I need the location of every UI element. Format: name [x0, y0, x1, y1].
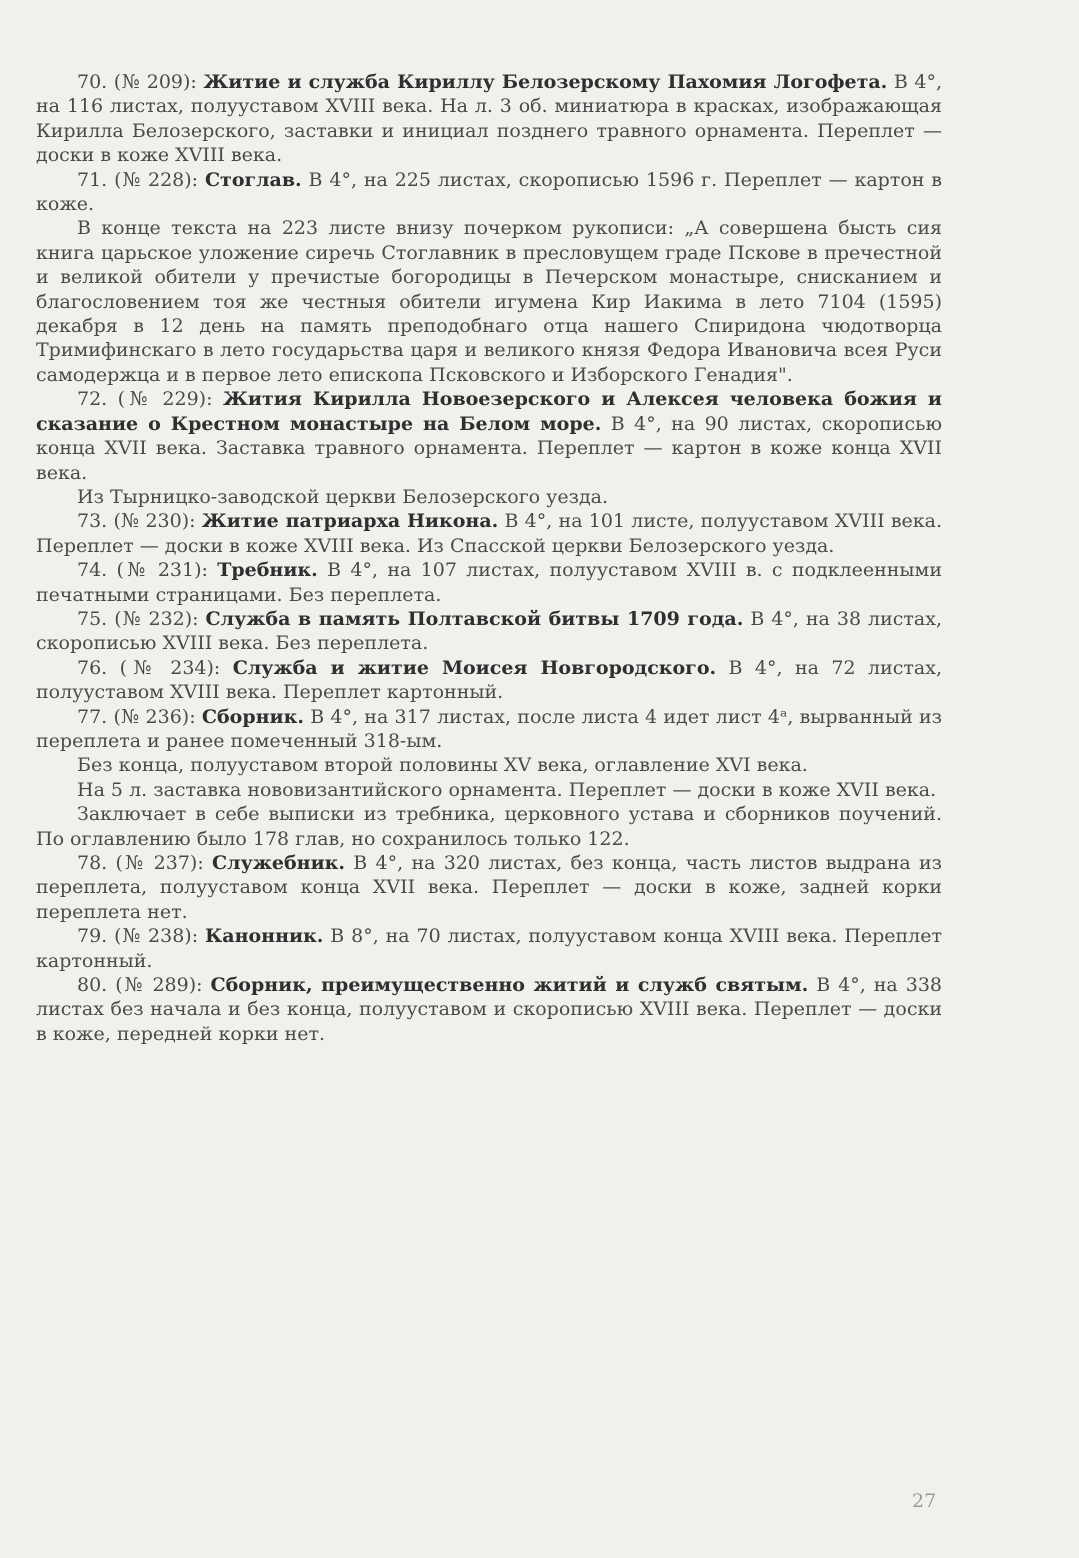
entry-description: В 4°, на 72 листах, полууставом XVIII века. Переплет картонный.	[36, 656, 942, 704]
catalog-entry-71	[36, 168, 942, 217]
entry-title: Сборник, преимущественно житий и служб святым.	[210, 974, 809, 997]
entry-number: 79. (№ 238):	[77, 925, 205, 948]
page-number: 27	[912, 1490, 937, 1512]
entry-number: 71. (№ 228):	[77, 168, 205, 191]
catalog-entry-77	[36, 705, 942, 754]
entry-title: Сборник.	[201, 705, 304, 728]
entry-number: 75. (№ 232):	[77, 607, 206, 630]
entry-description: В 4°, на 338 листах без начала и без конца, полууставом и скорописью XVIII века. Переплет — доски в коже, передней корки нет.	[36, 974, 942, 1045]
entry-title: Жития Кирилла Новоезерского и Алексея человека божия и сказание о Крестном монастыре на Белом море.	[36, 388, 942, 435]
catalog-entry-70	[36, 70, 942, 168]
catalog-entry-79	[36, 924, 942, 973]
entry-description: В 4°, на 320 листах, без конца, часть листов выдрана из переплета, полууставом конца XVII века. Переплет — доски в коже, задней корки переплета нет.	[36, 852, 943, 923]
entry-description: В 4°, на 38 листах, скорописью XVIII века. Без переплета.	[36, 607, 942, 655]
catalog-entry-80	[36, 973, 942, 1046]
entry-title: Служба и житие Моисея Новгородского.	[232, 656, 717, 679]
catalog-entry-76	[36, 656, 942, 705]
entry-title: Житие патриарха Никона.	[201, 510, 499, 533]
entry-title: Стоглав.	[204, 168, 302, 191]
entry-77-note-3: Заключает в себе выписки из требника, церковного устава и сборников поучений. По оглавлению было 178 глав, но сохранилось только 122.	[36, 803, 942, 850]
entry-number: 72. (№ 229):	[77, 388, 223, 411]
entry-77-note-2: На 5 л. заставка нововизантийского орнамента. Переплет — доски в коже XVII века.	[77, 778, 937, 801]
entry-number: 74. (№ 231):	[77, 559, 218, 582]
entry-description: В 4°, на 90 листах, скорописью конца XVII века. Заставка травного орнамента. Переплет — картон в коже конца XVII века.	[36, 412, 942, 484]
catalog-entry-75	[36, 607, 942, 656]
catalog-entry-78	[36, 851, 942, 924]
entry-description: В 4°, на 317 листах, после листа 4 идет лист 4ᵃ, вырванный из переплета и ранее помеченный 318-ым.	[36, 705, 943, 752]
entry-description: В 4°, на 116 листах, полууставом XVIII века. На л. 3 об. миниатюра в красках, изображающая Кирилла Белозерского, заставки и инициал позднего травного орнамента. Переплет — доски в коже XVIII века.	[36, 71, 943, 167]
entry-number: 73. (№ 230):	[77, 510, 202, 533]
entry-number: 78. (№ 237):	[77, 852, 213, 874]
entry-title: Житие и служба Кириллу Белозерскому Пахомия Логофета.	[203, 71, 888, 93]
catalog-entry-73	[36, 509, 942, 558]
entry-description: В 4°, на 107 листах, полууставом XVIII в. с подклеенными печатными страницами. Без переплета.	[36, 559, 943, 606]
entry-72-note: Из Тырницко-заводской церкви Белозерского уезда.	[77, 485, 609, 508]
entry-title: Канонник.	[204, 925, 324, 948]
entry-title: Требник.	[217, 559, 318, 582]
entry-number: 76. (№ 234):	[77, 656, 233, 679]
entry-title: Служба в память Полтавской битвы 1709 года.	[205, 607, 744, 630]
entry-title: Служебник.	[212, 852, 346, 874]
entry-number: 70. (№ 209):	[77, 71, 204, 93]
catalog-entry-72	[36, 387, 942, 485]
entry-77-note-1: Без конца, полууставом второй половины XV века, оглавление XVI века.	[77, 754, 808, 777]
entry-number: 80. (№ 289):	[77, 974, 211, 997]
catalog-entry-74	[36, 558, 942, 607]
catalog-page-text	[36, 70, 942, 1046]
entry-71-note: В конце текста на 223 листе внизу почерком рукописи: „А совершена бысть сия книга царьское уложение сиречь Стоглавник в пресловущем граде Пскове в пречестной и великой обители у пречистые богородицы в Печерском монастыре, снисканием и благословением тоя же честныя обители игумена Кир Иакима в лето 7104 (1595) декабря в 12 день на память преподобнаго отца нашего Спиридона чюдотворца Тримифинскаго в лето государьства царя и великого князя Федора Ивановича всея Руси самодержца и в первое лето епископа Псковского и Изборского Генадия".	[36, 217, 942, 386]
entry-description: В 4°, на 101 листе, полууставом XVIII века. Переплет — доски в коже XVIII века. Из Спасской церкви Белозерского уезда.	[36, 510, 942, 557]
entry-number: 77. (№ 236):	[77, 705, 202, 728]
entry-description: В 8°, на 70 листах, полууставом конца XVIII века. Переплет картонный.	[36, 925, 942, 972]
entry-description: В 4°, на 225 листах, скорописью 1596 г. Переплет — картон в коже.	[36, 168, 943, 216]
